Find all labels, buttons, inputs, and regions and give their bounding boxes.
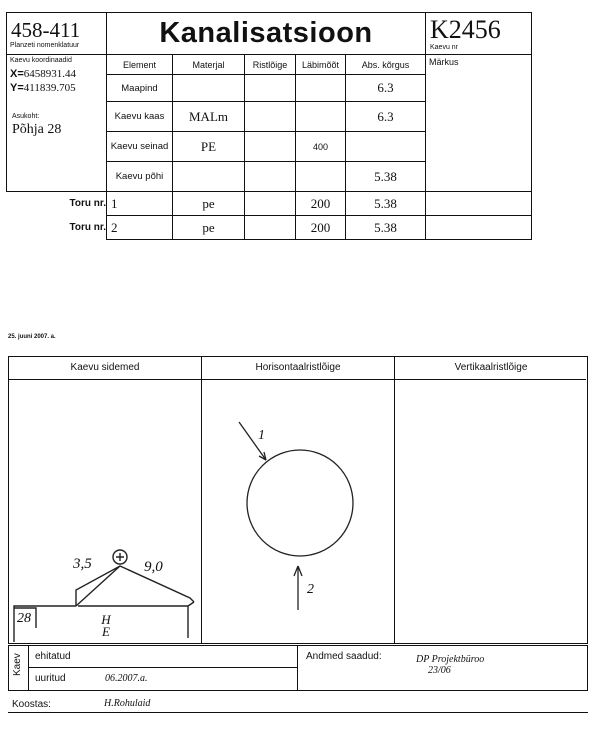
pipe-1-label: 1: [258, 428, 265, 443]
x-value: 6458931.44: [23, 68, 77, 80]
well-card-table: [6, 12, 532, 240]
row-cross: [245, 132, 296, 162]
divider: [394, 357, 395, 643]
row-material: [173, 162, 245, 192]
nomenclature-value: 458-411: [11, 18, 81, 42]
pipe-label: Toru nr.: [69, 222, 106, 233]
well-status-box: [8, 645, 298, 691]
col-remarks: Märkus: [426, 55, 532, 192]
row-height: 6.3: [346, 102, 426, 132]
inspected-label: uuritud: [35, 673, 66, 684]
pipe-row: [7, 192, 532, 216]
pipe-2-label: 2: [307, 582, 314, 597]
col-abs-height: Abs. kõrgus: [346, 55, 426, 75]
coordinates-cell: [7, 55, 107, 192]
well-circle: [247, 450, 353, 556]
sketch-marker: H E: [101, 612, 111, 639]
well-number-cell: [426, 13, 532, 55]
row-material: MALm: [173, 102, 245, 132]
horizontal-heading: Horisontaalristlõige: [255, 362, 341, 373]
location-caption: Asukoht:: [12, 113, 40, 120]
row-diameter: 400: [296, 132, 346, 162]
col-element: Element: [107, 55, 173, 75]
y-label: Y=: [10, 82, 24, 94]
data-source-value: DP Projektbüroo: [416, 654, 485, 665]
compiled-value: H.Rohulaid: [104, 698, 151, 709]
row-diameter: [296, 75, 346, 102]
row-material: PE: [173, 132, 245, 162]
row-cross: [245, 102, 296, 132]
pipe-material: pe: [173, 216, 245, 240]
row-diameter: [296, 102, 346, 132]
ties-heading: Kaevu sidemed: [70, 362, 140, 373]
horizontal-section-sketch: [201, 380, 393, 642]
pipe-height: 5.38: [346, 216, 426, 240]
row-material: [173, 75, 245, 102]
row-diameter: [296, 162, 346, 192]
vertical-heading: Vertikaalristlõige: [454, 362, 528, 373]
tie-lines: [76, 566, 194, 606]
col-material: Materjal: [173, 55, 245, 75]
data-source-date: 23/06: [428, 665, 451, 676]
row-element: Kaevu kaas: [107, 102, 173, 132]
row-element: Maapind: [107, 75, 173, 102]
sketch-left-distance: 3,5: [73, 556, 92, 572]
x-label: X=: [10, 68, 24, 80]
nomenclature-caption: Planzeti nomenklatuur: [10, 42, 80, 49]
nomenclature-cell: [7, 13, 107, 55]
pipe-cross: [245, 216, 296, 240]
page-title: Kanalisatsioon: [159, 17, 373, 49]
well-side-label: Kaev: [12, 653, 23, 676]
col-diameter: Läbimõõt: [296, 55, 346, 75]
inspected-value: 06.2007.a.: [105, 673, 148, 684]
compiled-label: Koostas:: [12, 699, 51, 710]
row-height: [346, 132, 426, 162]
pipe-number: 1: [107, 192, 173, 216]
ties-sketch: [8, 380, 200, 642]
data-source-box: [297, 645, 588, 691]
pipe-row: [7, 216, 532, 240]
row-cross: [245, 75, 296, 102]
pipe-diameter: 200: [296, 192, 346, 216]
pipe-diameter: 200: [296, 216, 346, 240]
pipe-material: pe: [173, 192, 245, 216]
compiled-line: [8, 712, 588, 713]
sketch-right-distance: 9,0: [144, 559, 163, 575]
row-height: 5.38: [346, 162, 426, 192]
row-height: 6.3: [346, 75, 426, 102]
date-stamp: 25. juuni 2007. a.: [8, 334, 56, 340]
pipe-remarks: [426, 192, 532, 216]
col-cross-section: Ristlõige: [245, 55, 296, 75]
row-cross: [245, 162, 296, 192]
coordinate-y: [7, 81, 106, 95]
pipe-label: Toru nr.: [69, 198, 106, 210]
pipe-height: 5.38: [346, 192, 426, 216]
row-element: Kaevu seinad: [107, 132, 173, 162]
coordinate-x: [7, 67, 106, 81]
title-cell: [107, 13, 426, 55]
row-element: Kaevu põhi: [107, 162, 173, 192]
data-source-label: Andmed saadud:: [306, 651, 382, 662]
well-number-caption: Kaevu nr: [430, 44, 459, 51]
location-value: Põhja 28: [12, 122, 62, 137]
coordinates-caption: Kaevu koordinaadid: [10, 57, 72, 64]
pipe-remarks: [426, 216, 532, 240]
sketch-corner-label: 28: [17, 611, 31, 626]
built-label: ehitatud: [35, 651, 71, 662]
pipe-cross: [245, 192, 296, 216]
y-value: 411839.705: [23, 82, 76, 94]
pipe-number: 2: [107, 216, 173, 240]
well-number-value: K2456: [430, 15, 501, 44]
